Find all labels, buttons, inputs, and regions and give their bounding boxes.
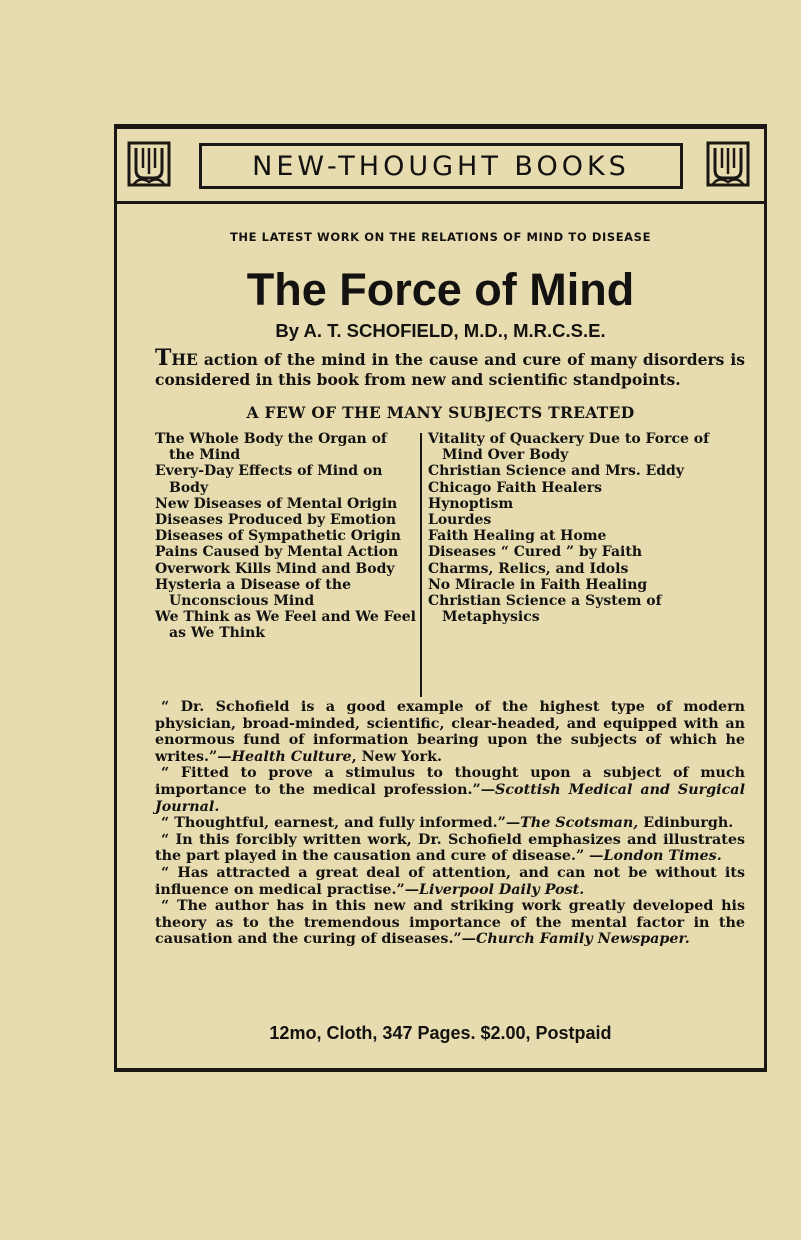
subject-item: Christian Science a System of Metaphysics — [428, 593, 662, 626]
subject-item: Diseases Produced by Emotion — [155, 512, 397, 529]
subject-item: No Miracle in Faith Healing — [428, 576, 648, 593]
column-divider — [420, 433, 422, 697]
quote-source: Scottish Medical and Surgical Journal. — [155, 781, 745, 815]
quote-source: London Times. — [603, 848, 722, 865]
review-quote — [155, 765, 745, 815]
banner-rule — [114, 201, 767, 204]
subject-item: Vitality of Quackery Due to Force of Mind Over Body — [428, 431, 710, 464]
subject-item: Pains Caused by Mental Action — [155, 544, 399, 561]
book-kicker: THE LATEST WORK ON THE RELATIONS OF MIND TO DISEASE — [229, 230, 652, 244]
review-quote — [155, 898, 745, 948]
subject-item: Hysteria a Disease of the Unconscious Mind — [155, 576, 351, 610]
quote-text: “ Has attracted a great deal of attention, and can not be without its influence on medical practise.”— — [155, 864, 745, 898]
subject-item: We Think as We Feel and We Feel as We Think — [155, 609, 416, 642]
quote-text: “ Dr. Schofield is a good example of the highest type of modern physician, broad-minded, scientific, clear-headed, and equipped with an enormous fund of information bearing upon the subjects of which he writes.”— — [155, 699, 745, 765]
quote-source: The Scotsman, — [520, 815, 639, 832]
quote-text: “ Fitted to prove a stimulus to thought upon a subject of much importance to the medical profession.”— — [155, 765, 745, 798]
subject-item: Overwork Kills Mind and Body — [155, 560, 395, 577]
subject-item: Faith Healing at Home — [428, 528, 607, 545]
ornamental-monogram-icon — [705, 140, 751, 188]
subject-item: The Whole Body the Organ of the Mind — [155, 431, 387, 464]
quote-source: Health Culture — [231, 748, 352, 765]
subjects-left-column — [155, 431, 417, 642]
review-quotes — [155, 699, 745, 948]
subject-item: Every-Day Effects of Mind on Body — [155, 463, 383, 496]
banner-title: NEW-THOUGHT BOOKS — [199, 143, 683, 189]
review-quote — [155, 832, 745, 865]
subject-item: Lourdes — [428, 512, 492, 529]
review-quote — [155, 815, 745, 832]
review-quote — [155, 699, 745, 765]
subject-item: Christian Science and Mrs. Eddy — [428, 463, 684, 480]
quote-suffix: Edinburgh. — [638, 815, 734, 832]
subject-item: Hynoptism — [428, 495, 514, 512]
subject-item: Charms, Relics, and Idols — [428, 560, 629, 577]
quote-text: “ The author has in this new and striking work greatly developed his theory as to the tremendous importance of the mental factor in the causation and the curing of diseases.”— — [155, 898, 745, 948]
quote-source: Church Family Newspaper. — [475, 931, 690, 948]
quote-suffix: , New York. — [351, 748, 442, 765]
review-quote — [155, 865, 745, 898]
subject-item: Chicago Faith Healers — [428, 479, 603, 496]
price-line: 12mo, Cloth, 347 Pages. $2.00, Postpaid — [269, 1023, 612, 1043]
book-intro — [155, 345, 745, 390]
subject-item: Diseases “ Cured ” by Faith — [428, 544, 642, 561]
quote-source: Liverpool Daily Post. — [419, 881, 585, 898]
quote-text: “ Thoughtful, earnest, and fully informed.”— — [161, 815, 521, 832]
ornamental-monogram-icon — [126, 140, 172, 188]
quote-text: “ In this forcibly written work, Dr. Schofield emphasizes and illustrates the part played in the causation and cure of disease.” — — [155, 831, 745, 865]
subject-item: Diseases of Sympathetic Origin — [155, 528, 401, 545]
subjects-heading: A FEW OF THE MANY SUBJECTS TREATED — [246, 403, 635, 422]
book-title: The Force of Mind — [246, 264, 635, 315]
intro-text: HE action of the mind in the cause and cure of many disorders is considered in this book from new and scientific standpoints. — [155, 350, 745, 389]
intro-dropcap: T — [155, 345, 172, 371]
book-author: By A. T. SCHOFIELD, M.D., M.R.C.S.E. — [275, 320, 606, 341]
subjects-right-column — [428, 431, 748, 625]
subject-item: New Diseases of Mental Origin — [155, 495, 398, 512]
